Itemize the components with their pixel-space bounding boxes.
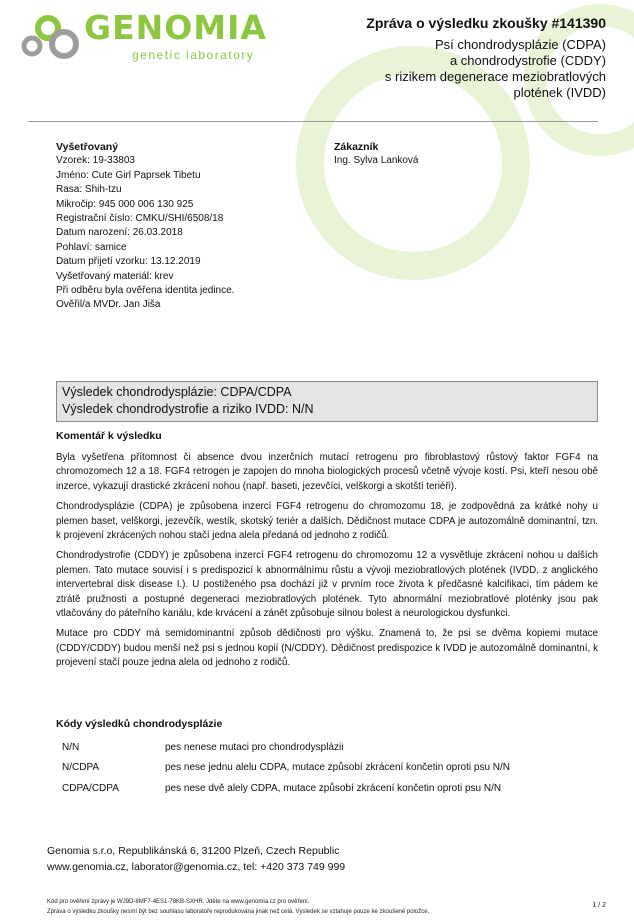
logo-circles-icon [20,12,84,62]
test-name-line: Psí chondrodysplázie (CDPA) [435,37,606,52]
result-box [56,381,598,422]
subject-line-registration: Registrační číslo: CMKU/SHI/6508/18 [56,213,224,225]
report-header [276,14,606,101]
subject-line-sex: Pohlaví: samice [56,241,127,253]
comment-paragraph: Chondrodystrofie (CDDY) je způsobena inzercí FGF4 retrogenu do chromozomu 12 a vysvětluje zkrácení nohou u dalších plemen. Tato mutace souvisí i s predispozicí k abnormálnímu růstu a vývoji meziobratlových plotének (IVDD, z anglického intervertebral disk disease I.). U postiženého psa dochází již v prvním roce života k předčasné kalcifikaci, tím pádem ke ztrátě pružnosti a postupné degeneraci meziobratlových plotének. Tyto abnormální meziobratlové ploténky jsou pak vtlačovány do páteřního kanálu, kde krvácení a zánět způsobuje silnou bolest a neurologickou dysfunkci. [56,550,598,620]
result-cdpa: Výsledek chondrodysplázie: CDPA/CDPA [62,385,292,399]
comment-body [56,451,598,677]
comment-title: Komentář k výsledku [56,430,162,442]
comment-paragraph: Chondrodysplázie (CDPA) je způsobena inzercí FGF4 retrogenu do chromozomu 18, je zodpovědná za krátké nohy u plemen baset, velškorgi, jezevčík, westík, skotský teriér a dalších. Dědičnost mutace CDPA je autozomálně dominantní, tzn. k projevení zkrácených nohou stačí jedna alela předaná od jednoho z rodičů. [56,501,598,542]
logo-wordmark [84,10,267,46]
code-description: pes nenese mutaci pro chondrodysplázii [165,741,344,753]
header-divider [28,121,598,122]
code-row [62,737,592,758]
subject-line-material: Vyšetřovaný materiál: krev [56,270,174,282]
test-name-line: a chondrodystrofie (CDDY) [449,53,606,68]
code-key: N/CDPA [62,762,100,774]
test-name-line: plotének (IVDD) [513,85,606,100]
customer-heading: Zákazník [334,141,379,153]
code-description: pes nese dvě alely CDPA, mutace způsobí zkrácení končetin oproti psu N/N [165,782,502,794]
code-row [62,758,592,779]
result-cddy-ivdd: Výsledek chondrodystrofie a riziko IVDD: N/N [62,402,314,416]
footer-contact-line: www.genomia.cz, laborator@genomia.cz, tel: +420 373 749 999 [47,861,346,873]
subject-line-breed: Rasa: Shih-tzu [56,184,122,196]
legal-note: Zpráva o výsledku zkoušky nesmí být bez souhlasu laboratoře reprodukována jinak než celá. Výsledek se vztahuje pouze ke zkoušené položce. [47,909,430,915]
report-title: Zpráva o výsledku zkoušky #141390 [366,15,606,31]
subject-line-name: Jméno: Cute Girl Paprsek Tibetu [56,169,201,181]
subject-line-received: Datum přijetí vzorku: 13.12.2019 [56,256,201,268]
subject-line-microchip: Mikročip: 945 000 006 130 925 [56,198,194,210]
comment-paragraph: Byla vyšetřena přítomnost či absence dvou inzerčních mutací retrogenu pro fibroblastový růstový faktor FGF4 na chromozomech 12 a 18. FGF4 retrogen je zapojen do mnoha biologických procesů včetně vývoje kostí. Psi, kteří nesou obě inzerce, vykazují drastické zkrácení nohou (např. baseti, jezevčíci, velškorgi a skotští teriéři). [56,452,598,492]
footer-address: Genomia s.r.o, Republikánská 6, 31200 Plzeň, Czech Republic [47,845,340,857]
subject-line-sample: Vzorek: 19-33803 [56,155,135,167]
customer-name: Ing. Sylva Lanková [334,155,419,167]
subject-line-verified: Ověřil/a MVDr. Jan Jiša [56,299,161,311]
verification-note: Kód pro ověření zprávy je WJ9D-8MF7-4ES1-78KB-SXHR. Jděte na www.genomia.cz pro ověření. [47,899,310,905]
test-name-line: s rizikem degenerace meziobratlových [384,69,606,84]
result-codes-table [62,737,592,799]
subject-line-identity: Při odběru byla ověřena identita jedince. [56,285,235,297]
footer-fine-print [47,897,587,917]
logo-wordmark-text: GENOMIA [84,8,267,47]
logo-tagline: genetic laboratory [132,48,255,62]
code-row [62,778,592,799]
subject-info [56,140,316,313]
comment-paragraph: Mutace pro CDDY má semidominantní způsob dědičnosti pro výšku. Znamená to, že psi se dvěma kopiemi mutace (CDDY/CDDY) budou menší než psi s jednou kopií (N/CDDY). Dědičnost predispozice k IVDD je autozomálně dominantní, k projevení stačí pouze jedna alela od jednoho z rodičů. [56,628,598,669]
genomia-logo [20,10,280,62]
subject-heading: Vyšetřovaný [56,141,119,153]
page-number: 1 / 2 [592,902,606,909]
codes-title: Kódy výsledků chondrodysplázie [56,718,223,730]
customer-info [334,140,584,169]
subject-line-birthdate: Datum narození: 26.03.2018 [56,227,183,239]
code-key: N/N [62,741,80,753]
footer-contact [47,843,345,875]
code-key: CDPA/CDPA [62,782,119,794]
code-description: pes nese jednu alelu CDPA, mutace způsobí zkrácení končetin oproti psu N/N [165,762,510,774]
